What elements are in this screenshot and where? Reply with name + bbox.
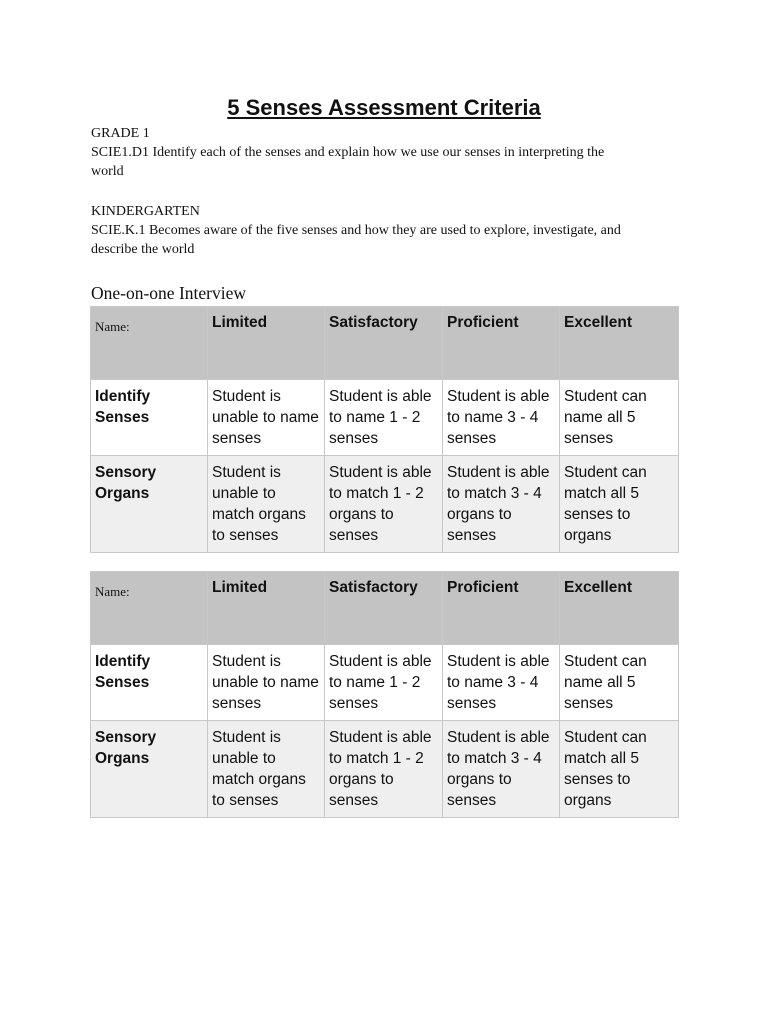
table-row bbox=[91, 456, 679, 553]
grade1-block bbox=[91, 124, 681, 181]
table-cell: Student is able to match 1 - 2 organs to senses bbox=[325, 456, 443, 553]
table-cell: Student can name all 5 senses bbox=[560, 645, 679, 721]
criterion-cell: Sensory Organs bbox=[91, 721, 208, 818]
header-limited: Limited bbox=[208, 307, 325, 380]
kindergarten-standard-line1: SCIE.K.1 Becomes aware of the five senses and how they are used to explore, investigate, and bbox=[91, 223, 621, 238]
header-proficient: Proficient bbox=[443, 307, 560, 380]
table-row bbox=[91, 645, 679, 721]
table-row bbox=[91, 380, 679, 456]
table-cell: Student is unable to match organs to senses bbox=[208, 456, 325, 553]
table-cell: Student is unable to match organs to senses bbox=[208, 721, 325, 818]
table-header-row bbox=[91, 572, 679, 645]
table-header-row bbox=[91, 307, 679, 380]
table-cell: Student can match all 5 senses to organs bbox=[560, 456, 679, 553]
table-cell: Student is able to match 1 - 2 organs to senses bbox=[325, 721, 443, 818]
table-cell: Student is able to name 3 - 4 senses bbox=[443, 645, 560, 721]
header-limited: Limited bbox=[208, 572, 325, 645]
kindergarten-standard-line2: describe the world bbox=[91, 242, 195, 257]
name-header-cell: Name: bbox=[91, 572, 208, 645]
grade1-heading: GRADE 1 bbox=[91, 126, 150, 141]
table-row bbox=[91, 721, 679, 818]
header-proficient: Proficient bbox=[443, 572, 560, 645]
criterion-cell: Identify Senses bbox=[91, 645, 208, 721]
page-title: 5 Senses Assessment Criteria bbox=[227, 95, 541, 120]
header-satisfactory: Satisfactory bbox=[325, 307, 443, 380]
grade1-standard-line2: world bbox=[91, 164, 124, 179]
table-cell: Student is able to name 1 - 2 senses bbox=[325, 645, 443, 721]
header-satisfactory: Satisfactory bbox=[325, 572, 443, 645]
table-cell: Student is able to match 3 - 4 organs to senses bbox=[443, 721, 560, 818]
section-title: One-on-one Interview bbox=[91, 283, 247, 303]
criterion-cell: Sensory Organs bbox=[91, 456, 208, 553]
name-header-cell: Name: bbox=[91, 307, 208, 380]
header-excellent: Excellent bbox=[560, 572, 679, 645]
grade1-standard-line1: SCIE1.D1 Identify each of the senses and explain how we use our senses in interpreting the bbox=[91, 145, 605, 160]
rubric-table-2 bbox=[90, 571, 679, 818]
kindergarten-block bbox=[91, 202, 681, 259]
table-cell: Student is able to match 3 - 4 organs to senses bbox=[443, 456, 560, 553]
header-excellent: Excellent bbox=[560, 307, 679, 380]
table-cell: Student can match all 5 senses to organs bbox=[560, 721, 679, 818]
kindergarten-heading: KINDERGARTEN bbox=[91, 204, 200, 219]
table-cell: Student is unable to name senses bbox=[208, 645, 325, 721]
criterion-cell: Identify Senses bbox=[91, 380, 208, 456]
table-cell: Student is able to name 1 - 2 senses bbox=[325, 380, 443, 456]
table-cell: Student can name all 5 senses bbox=[560, 380, 679, 456]
table-cell: Student is unable to name senses bbox=[208, 380, 325, 456]
table-cell: Student is able to name 3 - 4 senses bbox=[443, 380, 560, 456]
rubric-table-1 bbox=[90, 306, 679, 553]
